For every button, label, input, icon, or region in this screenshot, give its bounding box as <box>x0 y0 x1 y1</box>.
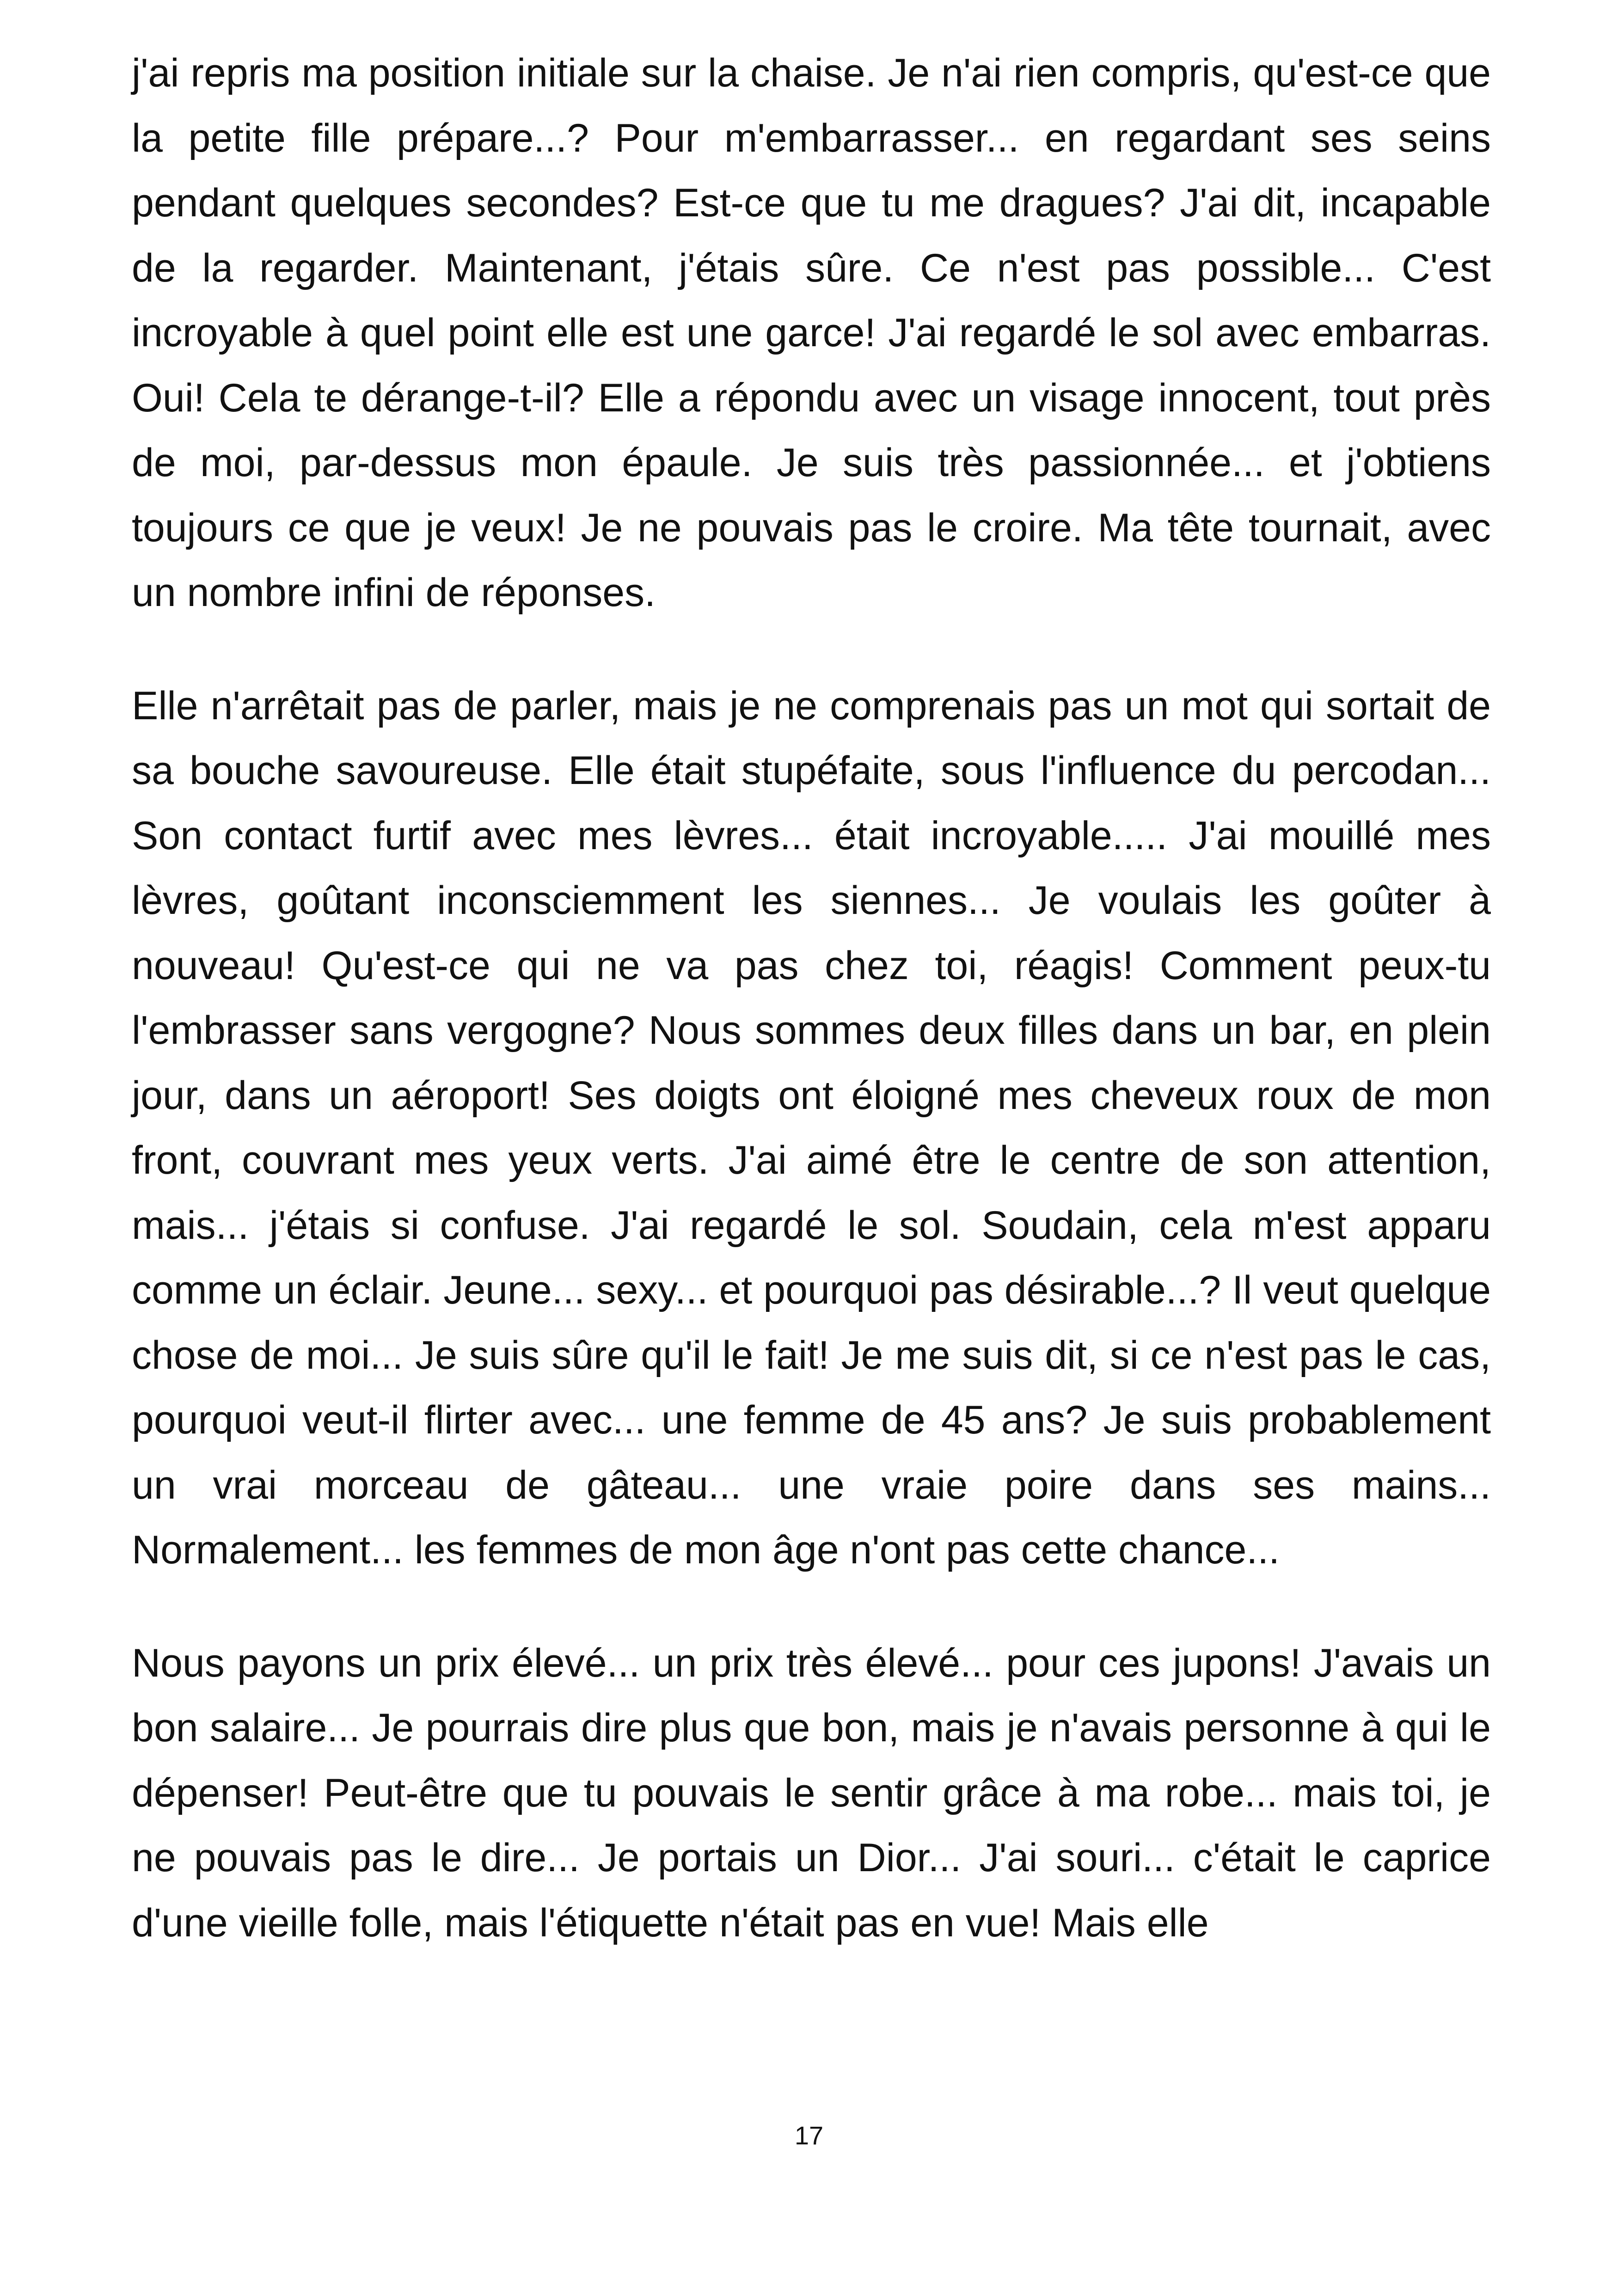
body-text <box>132 41 1491 1955</box>
paragraph-3: Nous payons un prix élevé... un prix très élevé... pour ces jupons! J'avais un bon salaire... Je pourrais dire plus que bon, mais je n'avais personne à qui le dépenser! Peut-être que tu pouvais le sentir grâce à ma robe... mais toi, je ne pouvais pas le dire... Je portais un Dior... J'ai souri... c'était le caprice d'une vieille folle, mais l'étiquette n'était pas en vue! Mais elle <box>132 1641 1491 1945</box>
page-number: 17 <box>794 2121 824 2150</box>
paragraph-2: Elle n'arrêtait pas de parler, mais je ne comprenais pas un mot qui sortait de sa bouche savoureuse. Elle était stupéfaite, sous l'influence du percodan... Son contact furtif avec mes lèvres... était incroyable..... J'ai mouillé mes lèvres, goûtant inconsciemment les siennes... Je voulais les goûter à nouveau! Qu'est-ce qui ne va pas chez toi, réagis! Comment peux-tu l'embrasser sans vergogne? Nous sommes deux filles dans un bar, en plein jour, dans un aéroport! Ses doigts ont éloigné mes cheveux roux de mon front, couvrant mes yeux verts. J'ai aimé être le centre de son attention, mais... j'étais si confuse. J'ai regardé le sol. Soudain, cela m'est apparu comme un éclair. Jeune... sexy... et pourquoi pas désirable...? Il veut quelque chose de moi... Je suis sûre qu'il le fait! Je me suis dit, si ce n'est pas le cas, pourquoi veut-il flirter avec... une femme de 45 ans? Je suis probablement un vrai morceau de gâteau... une vraie poire dans ses mains... Normalement... les femmes de mon âge n'ont pas cette chance... <box>132 683 1491 1572</box>
paragraph-1: j'ai repris ma position initiale sur la chaise. Je n'ai rien compris, qu'est-ce que la petite fille prépare...? Pour m'embarrasser... en regardant ses seins pendant quelques secondes? Est-ce que tu me dragues? J'ai dit, incapable de la regarder. Maintenant, j'étais sûre. Ce n'est pas possible... C'est incroyable à quel point elle est une garce! J'ai regardé le sol avec embarras. Oui! Cela te dérange-t-il? Elle a répondu avec un visage innocent, tout près de moi, par-dessus mon épaule. Je suis très passionnée... et j'obtiens toujours ce que je veux! Je ne pouvais pas le croire. Ma tête tournait, avec un nombre infini de réponses. <box>132 51 1491 615</box>
